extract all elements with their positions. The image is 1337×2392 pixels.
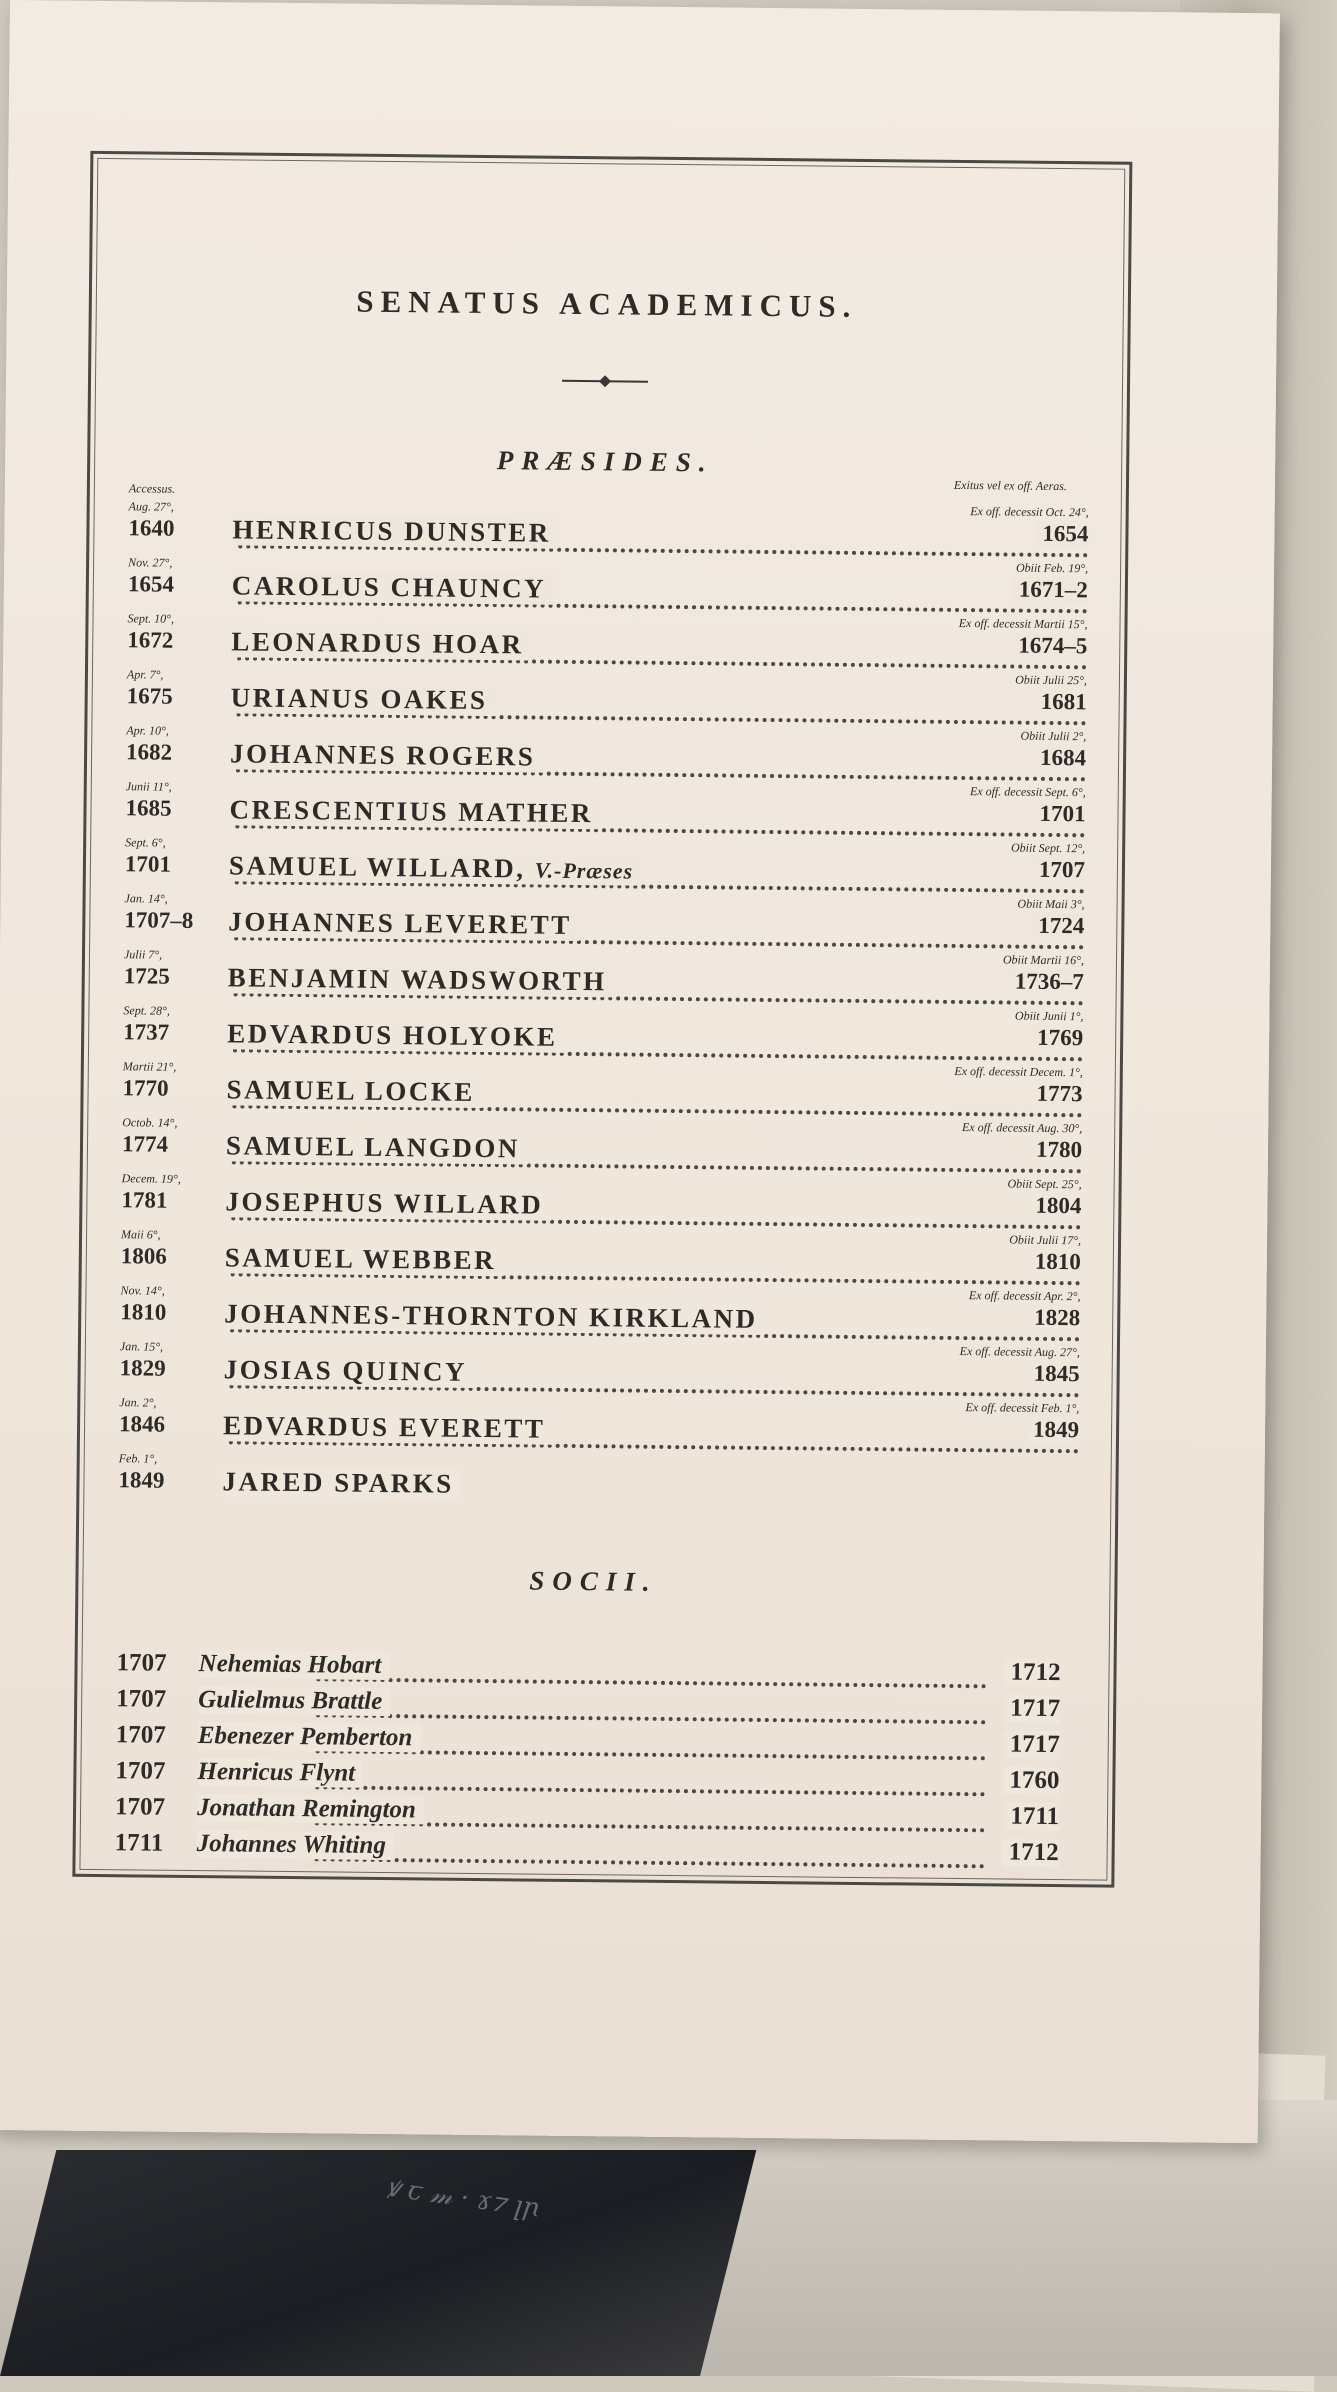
- exit-note: Obiit Sept. 25°,: [1007, 1176, 1082, 1192]
- exit-year: 1828: [1028, 1305, 1080, 1332]
- exit-note: Obiit Julii 17°,: [1009, 1232, 1082, 1248]
- president-name: CAROLUS CHAUNCY: [232, 570, 555, 604]
- exit-year: 1810: [1029, 1249, 1081, 1276]
- exit-note: Obiit Maii 3°,: [1017, 896, 1085, 912]
- accession-year: 1654: [127, 571, 175, 597]
- fellow-start-year: 1711: [114, 1829, 164, 1857]
- president-row: [121, 1171, 1082, 1235]
- president-name: JOSIAS QUINCY: [224, 1354, 476, 1388]
- exit-note: Obiit Sept. 12°,: [1010, 840, 1086, 856]
- dot-leader: [316, 1693, 986, 1724]
- fellow-name: Nehemias Hobart: [198, 1650, 389, 1680]
- president-name: HENRICUS DUNSTER: [232, 514, 559, 548]
- accession-date: Sept. 28°,: [123, 1003, 170, 1018]
- president-row: [125, 779, 1086, 843]
- fellow-end-year: 1717: [1004, 1731, 1060, 1760]
- exitus-column-label: Exitus vel ex off. Aeras.: [953, 477, 1068, 494]
- praesides-heading: PRÆSIDES.: [496, 445, 714, 478]
- accession-year: 1849: [118, 1467, 165, 1493]
- fellow-name: Gulielmus Brattle: [198, 1686, 390, 1716]
- president-name: JARED SPARKS: [222, 1466, 462, 1500]
- president-name: BENJAMIN WADSWORTH: [228, 962, 615, 997]
- dot-leader: [315, 1765, 985, 1796]
- accession-year: 1640: [128, 515, 175, 541]
- accession-date: Maii 6°,: [121, 1227, 161, 1242]
- page-content: [85, 161, 1115, 1872]
- president-name: SAMUEL LOCKE: [226, 1074, 483, 1108]
- president-row: [127, 611, 1088, 675]
- exit-note: Obiit Feb. 19°,: [1015, 560, 1089, 576]
- fellow-name: Ebenezer Pemberton: [198, 1722, 421, 1752]
- president-name: CRESCENTIUS MATHER: [229, 794, 601, 829]
- president-name: JOHANNES ROGERS: [230, 738, 544, 772]
- exit-year: 1780: [1030, 1137, 1082, 1164]
- accession-date: Decem. 19°,: [121, 1171, 181, 1186]
- president-name: EDVARDUS HOLYOKE: [227, 1018, 566, 1053]
- president-name: SAMUEL WEBBER: [225, 1242, 505, 1276]
- accession-year: 1725: [123, 963, 170, 989]
- ornament-rule: [560, 374, 650, 389]
- accession-date: Jan. 2°,: [119, 1395, 157, 1410]
- fellow-start-year: 1707: [114, 1793, 166, 1821]
- exit-note: Ex off. decessit Martii 15°,: [958, 615, 1088, 632]
- president-row: [126, 667, 1087, 731]
- exit-note: Ex off. decessit Sept. 6°,: [969, 784, 1086, 800]
- exit-year: 1684: [1034, 745, 1086, 772]
- accession-year: 1701: [124, 851, 172, 877]
- exit-note: Obiit Julii 25°,: [1015, 672, 1088, 688]
- president-name: URIANUS OAKES: [231, 682, 496, 716]
- fellow-end-year: 1717: [1004, 1695, 1060, 1724]
- president-row: [126, 723, 1087, 787]
- fellow-start-year: 1707: [115, 1721, 166, 1749]
- exit-note: Obiit Julii 2°,: [1020, 728, 1087, 744]
- accession-year: 1685: [125, 795, 172, 821]
- president-row: [118, 1451, 1079, 1515]
- exit-year: 1849: [1027, 1417, 1079, 1444]
- accession-date: Aug. 27°,: [128, 499, 174, 514]
- accession-date: Sept. 10°,: [127, 611, 175, 626]
- accession-year: 1806: [120, 1243, 167, 1269]
- fellow-end-year: 1712: [1004, 1659, 1060, 1688]
- dot-leader: [316, 1657, 986, 1688]
- exit-year: 1681: [1035, 689, 1087, 716]
- president-row: [120, 1283, 1081, 1347]
- exit-year: 1736–7: [1009, 969, 1084, 996]
- dot-leader: [315, 1837, 985, 1868]
- accession-date: Feb. 1°,: [118, 1451, 158, 1466]
- president-name: JOHANNES LEVERETT: [228, 906, 580, 941]
- accession-year: 1675: [126, 683, 173, 709]
- fellow-end-year: 1711: [1004, 1803, 1059, 1832]
- president-row: [125, 835, 1086, 899]
- handwritten-marks: ꝟ ꞇ 𝓂 · ɤ⁊ ꞁꞃ: [384, 2172, 542, 2224]
- accession-year: 1737: [123, 1019, 170, 1045]
- exit-note: Ex off. decessit Oct. 24°,: [970, 504, 1089, 520]
- exit-year: 1724: [1032, 913, 1084, 940]
- exit-year: 1654: [1036, 521, 1088, 548]
- exit-note: Ex off. decessit Decem. 1°,: [954, 1063, 1083, 1080]
- exit-note: Ex off. decessit Aug. 27°,: [959, 1344, 1080, 1360]
- accession-date: Jan. 14°,: [124, 891, 168, 906]
- exit-year: 1674–5: [1012, 633, 1087, 660]
- exit-year: 1671–2: [1013, 577, 1088, 604]
- accession-year: 1682: [126, 739, 173, 765]
- accession-date: Nov. 27°,: [128, 555, 173, 570]
- exit-year: 1701: [1033, 801, 1085, 828]
- accession-date: Nov. 14°,: [120, 1283, 165, 1298]
- accession-year: 1781: [121, 1187, 168, 1213]
- socii-heading: SOCII.: [529, 1565, 658, 1597]
- exit-note: Obiit Junii 1°,: [1014, 1008, 1084, 1024]
- exit-note: Ex off. decessit Aug. 30°,: [961, 1120, 1083, 1136]
- president-row: [119, 1395, 1080, 1459]
- accession-date: Apr. 10°,: [126, 723, 169, 738]
- accession-date: Julii 7°,: [123, 947, 163, 962]
- accession-date: Octob. 14°,: [122, 1115, 178, 1130]
- president-row: [121, 1227, 1082, 1291]
- exit-year: 1773: [1030, 1081, 1082, 1108]
- accession-date: Jan. 15°,: [119, 1339, 164, 1354]
- accessus-column-label: Accessus.: [128, 481, 176, 496]
- fellow-name: Jonathan Remington: [197, 1794, 424, 1824]
- exit-year: 1707: [1033, 857, 1085, 884]
- president-title: V.-Præses: [534, 857, 634, 884]
- fellow-name: Johannes Whiting: [197, 1830, 395, 1860]
- exit-year: 1769: [1031, 1025, 1083, 1052]
- president-name: JOSEPHUS WILLARD: [225, 1186, 551, 1220]
- exit-note: Ex off. decessit Feb. 1°,: [965, 1400, 1080, 1416]
- president-row: [122, 1059, 1083, 1123]
- president-row: [128, 555, 1089, 619]
- accession-date: Martii 21°,: [122, 1059, 177, 1074]
- fellow-start-year: 1707: [116, 1649, 167, 1677]
- fellow-start-year: 1707: [116, 1685, 167, 1713]
- president-name: JOHANNES-THORNTON KIRKLAND: [224, 1298, 766, 1335]
- president-name: EDVARDUS EVERETT: [223, 1410, 554, 1444]
- president-name: SAMUEL LANGDON: [226, 1130, 528, 1164]
- president-name: LEONARDUS HOAR: [231, 626, 532, 660]
- accession-year: 1707–8: [124, 907, 194, 933]
- accession-date: Junii 11°,: [125, 779, 172, 794]
- exit-note: Ex off. decessit Apr. 2°,: [968, 1288, 1081, 1304]
- fellow-end-year: 1712: [1003, 1838, 1059, 1867]
- accession-year: 1846: [118, 1411, 166, 1437]
- president-row: [124, 891, 1085, 955]
- accession-date: Sept. 6°,: [125, 835, 166, 850]
- accession-year: 1774: [121, 1131, 169, 1157]
- fellow-end-year: 1760: [1003, 1767, 1059, 1796]
- accession-year: 1672: [127, 627, 174, 653]
- president-row: [124, 947, 1085, 1011]
- president-row: [119, 1339, 1080, 1403]
- president-row: [122, 1115, 1083, 1179]
- president-row: [128, 499, 1089, 563]
- fellow-name: Henricus Flynt: [197, 1758, 363, 1788]
- page-title: SENATUS ACADEMICUS.: [356, 283, 858, 324]
- accession-year: 1829: [119, 1355, 166, 1381]
- exit-year: 1804: [1029, 1193, 1081, 1220]
- president-row: [123, 1003, 1084, 1067]
- fellow-start-year: 1707: [115, 1757, 166, 1785]
- accession-year: 1770: [122, 1075, 169, 1101]
- exit-year: 1845: [1028, 1361, 1080, 1388]
- accession-date: Apr. 7°,: [126, 667, 164, 682]
- president-name: SAMUEL WILLARD, V.-Præses: [229, 850, 642, 885]
- exit-note: Obiit Martii 16°,: [1002, 952, 1085, 968]
- accession-year: 1810: [120, 1299, 167, 1325]
